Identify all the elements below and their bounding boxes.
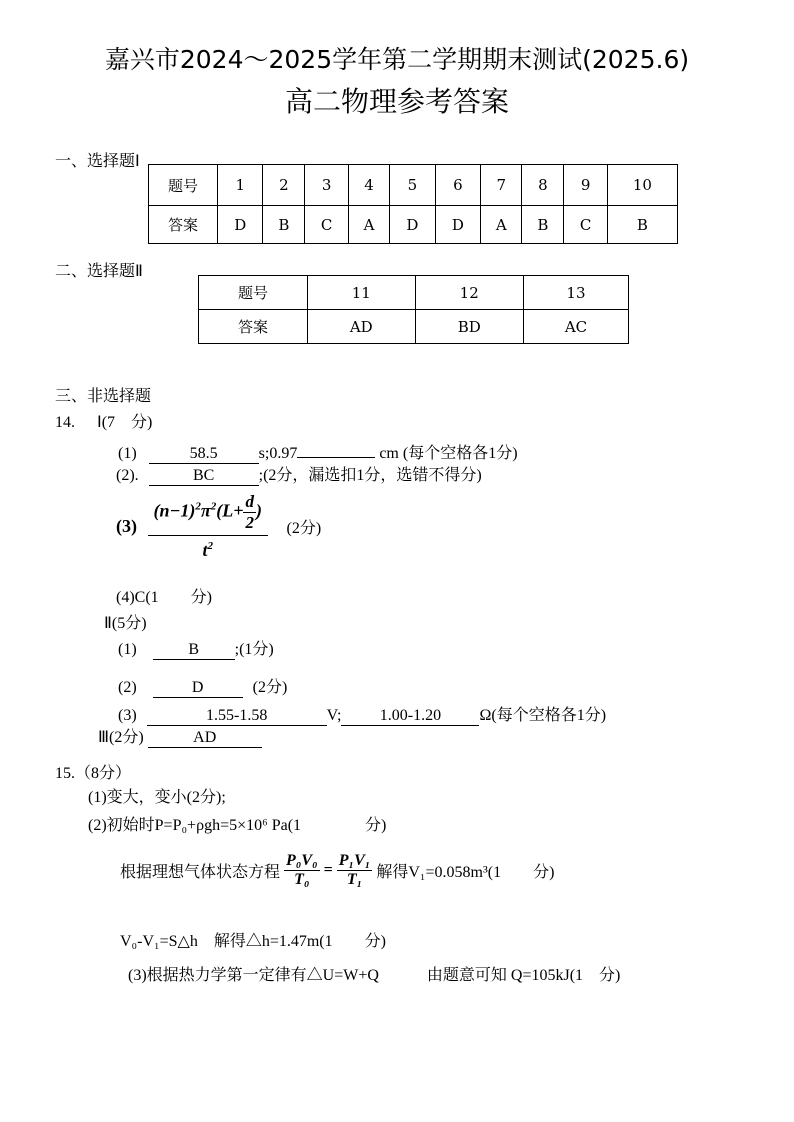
row-label-question: 题号 <box>199 276 308 310</box>
q14-a1 <box>118 440 518 464</box>
q14-b3 <box>118 702 606 726</box>
q-2: 2 <box>263 165 305 206</box>
q15-a3: V₀-V₁=S△h 解得△h=1.47m(1 分) <box>120 933 386 950</box>
section1-heading: 一、选择题Ⅰ <box>55 151 140 170</box>
q14-a2-suffix: ;(2分，漏选扣1分，选错不得分) <box>258 467 482 484</box>
q15-law-rhs <box>337 852 373 889</box>
formula-part: 2 <box>207 540 213 552</box>
rhs-den: T₁ <box>346 871 363 888</box>
ans-11: AD <box>308 310 416 344</box>
ans-4: A <box>348 206 389 244</box>
q14-part1: Ⅰ(7 分) <box>97 414 153 431</box>
q15-law-lhs <box>284 852 320 889</box>
q-4: 4 <box>348 165 389 206</box>
formula-part: 2 <box>195 500 201 513</box>
q14-a3-score: (2分) <box>286 520 322 537</box>
q14-b2 <box>118 674 287 698</box>
q14-b3-mid: V; <box>326 707 342 724</box>
q14-a3-label: (3) <box>116 516 137 536</box>
q14-b1-blank: B <box>153 641 235 660</box>
q-9: 9 <box>564 165 608 206</box>
q14-c <box>98 724 262 748</box>
q14-b3-suffix: Ω(每个空格各1分) <box>479 707 607 724</box>
q14-a1-mid: s;0.97 <box>258 445 298 462</box>
formula-part: ) <box>255 500 262 521</box>
ans-9: C <box>564 206 608 244</box>
formula-part: (L+ <box>216 500 244 521</box>
q15-a1: (1)变大，变小(2分); <box>88 789 226 806</box>
inner-num: d <box>245 492 254 511</box>
ans-13: AC <box>523 310 628 344</box>
q-13: 13 <box>523 276 628 310</box>
ans-1: D <box>218 206 263 244</box>
ans-8: B <box>522 206 564 244</box>
q-11: 11 <box>308 276 416 310</box>
section1-table <box>148 164 678 244</box>
q15-a4: (3)根据热力学第一定律有△U=W+Q 由题意可知 Q=105kJ(1 分) <box>128 967 621 984</box>
section2-table <box>198 275 629 344</box>
q14-part2: Ⅱ(5分) <box>104 615 147 632</box>
lhs-den: T₀ <box>294 871 310 888</box>
q14-b1 <box>118 636 274 660</box>
q14-a2-prefix: (2). <box>116 467 139 484</box>
q-3: 3 <box>305 165 349 206</box>
q15-a2: (2)初始时P=P₀+ρgh=5×10⁶ Pa(1 分) <box>88 817 387 834</box>
q14-block <box>55 409 152 432</box>
q15-law-eq: = <box>323 861 333 879</box>
ans-5: D <box>390 206 435 244</box>
ans-2: B <box>263 206 305 244</box>
title-line2: 高二物理参考答案 <box>284 85 509 118</box>
ans-10: B <box>607 206 677 244</box>
q14-b3-prefix: (3) <box>118 707 137 724</box>
section3-heading: 三、非选择题 <box>55 386 152 405</box>
q14-label: 14. <box>55 414 75 431</box>
row-label-answer: 答案 <box>199 310 308 344</box>
q-7: 7 <box>481 165 522 206</box>
q-10: 10 <box>607 165 677 206</box>
ans-3: C <box>305 206 349 244</box>
q15-label: 15.（8分） <box>55 765 132 782</box>
section2-heading: 二、选择题Ⅱ <box>55 261 143 280</box>
q-6: 6 <box>435 165 480 206</box>
q14-c-blank: AD <box>148 729 262 748</box>
q14-a3-formula <box>148 492 268 561</box>
q14-b2-blank: D <box>153 679 243 698</box>
inner-den: 2 <box>245 513 254 532</box>
ans-6: D <box>435 206 480 244</box>
q14-b2-suffix: (2分) <box>252 679 288 696</box>
q-12: 12 <box>415 276 523 310</box>
ans-7: A <box>481 206 522 244</box>
q14-b1-prefix: (1) <box>118 641 137 658</box>
q15-law <box>120 852 554 889</box>
inner-fraction <box>243 492 256 533</box>
q14-a1-blank2 <box>297 457 375 458</box>
q14-a3 <box>116 492 321 561</box>
q15-law-suffix: 解得V₁=0.058m³(1 分) <box>376 864 555 881</box>
rhs-num: P₁V₁ <box>338 852 371 869</box>
formula-part: (n−1) <box>153 500 196 521</box>
row-label-question: 题号 <box>149 165 218 206</box>
q14-part3: Ⅲ(2分) <box>98 729 144 746</box>
row-label-answer: 答案 <box>149 206 218 244</box>
lhs-num: P₀V₀ <box>286 852 318 869</box>
q14-a1-blank1: 58.5 <box>149 445 259 464</box>
q14-a2-blank: BC <box>149 467 259 486</box>
q14-b2-prefix: (2) <box>118 679 137 696</box>
ans-12: BD <box>415 310 523 344</box>
formula-part: t <box>202 540 208 560</box>
q-1: 1 <box>218 165 263 206</box>
title-line1: 嘉兴市2024～2025学年第二学期期末测试(2025.6) <box>104 45 690 74</box>
q14-b1-suffix: ;(1分) <box>234 641 274 658</box>
q14-b3-blank1: 1.55-1.58 <box>147 707 327 726</box>
q14-a2 <box>116 462 482 486</box>
q14-a4: (4)C(1 分) <box>116 589 212 606</box>
q14-a1-suffix: cm (每个空格各1分) <box>379 445 518 462</box>
q14-a1-prefix: (1) <box>118 445 137 462</box>
q14-b3-blank2: 1.00-1.20 <box>341 707 479 726</box>
formula-part: 2 <box>210 500 217 513</box>
q-5: 5 <box>390 165 435 206</box>
formula-part: π <box>200 500 211 521</box>
q15-law-prefix: 根据理想气体状态方程 <box>120 864 281 881</box>
q-8: 8 <box>522 165 564 206</box>
